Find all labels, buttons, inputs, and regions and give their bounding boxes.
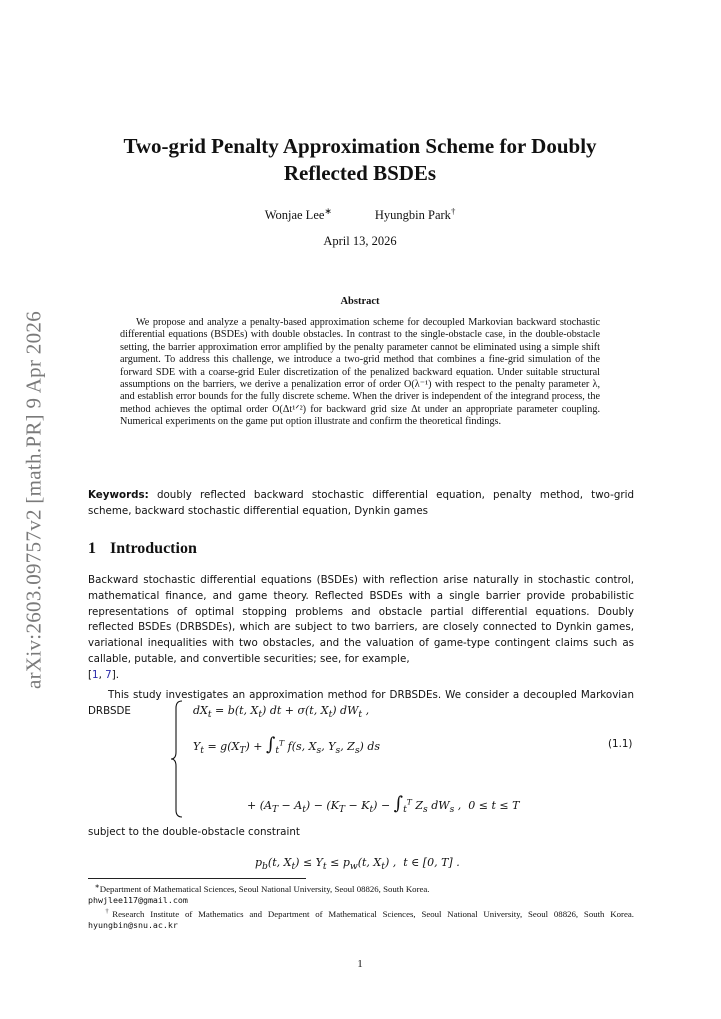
footnote-2-email[interactable]: hyungbin@snu.ac.kr [88, 920, 178, 931]
intro-paragraph-2: This study investigates an approximation method for DRBSDEs. We consider a decoupled Markovian DRBSDE [88, 689, 634, 717]
footnote-2-mark: † [105, 909, 113, 915]
equation-line-1: $dX_t = b(t$, $X_t$) dt + σ(t, $X_t$) $dW_t$ , [193, 704, 370, 721]
footnote-1-email[interactable]: phwjlee117@gmail.com [88, 895, 188, 906]
equation-line-2: $Y_t = g(X_T) + \int_t^T$ f(s, $X_s$, $Y_s$, $Z_s$) ds [193, 734, 381, 757]
abstract-heading: Abstract [340, 296, 380, 307]
author-2 [375, 208, 455, 222]
abstract-text: We propose and analyze a penalty-based approximation scheme for decoupled Markovian backward stochastic differential equations (BSDEs) with double obstacles. In contrast to the single-obstacle case, in the double-obstacle setting, the barrier approximation error amplified by the penalty parameter cannot be eliminated using a simple shift argument. To address this challenge, we introduce a two-grid method that combines a fine-grid simulation of the forward SDE with a coarse-grid Euler discretization of the penalized backward equation. Under suitable structural assumptions on the barriers, we derive a penalization error of order O(λ⁻¹) with respect to the penalty parameter λ, and establish error bounds for the fully discrete scheme. When the driver is independent of the integrand process, the method achieves the optimal order O(Δt¹ᐟ²) for backward grid size Δt under an appropriate parameter coupling. Numerical experiments on the game put option illustrate and confirm the theoretical findings. [120, 317, 600, 428]
author-2-name: Hyungbin Park [374, 208, 451, 223]
intro-paragraph-1: Backward stochastic differential equations (BSDEs) with reflection arise naturally in stochastic control, mathematical finance, and game theory. Reflected BSDEs with a single barrier provide probabilistic representations of optimal stopping problems and obstacle partial differential equations. Doubly reflected BSDEs (DRBSDEs), which are subject to two barriers, are closely connected to Dynkin games, variational inequalities with two obstacles, and the valuation of game-type contingent claims such as callable, putable, and convertible securities; see, for example, [1, 7]. [88, 574, 634, 681]
equation-brace [170, 700, 184, 818]
footnote-rule [88, 878, 306, 879]
footnote-1-text: Department of Mathematical Sciences, Seoul National University, Seoul 08826, South Korea. [99, 883, 430, 894]
footnote-1 [88, 882, 634, 907]
paper-title [60, 133, 660, 187]
keywords-label: Keywords: [88, 489, 149, 501]
citation-link[interactable]: 7 [105, 668, 112, 681]
intro-p1-text: Backward stochastic differential equations (BSDEs) with reflection arise naturally in stochastic control, mathematical finance, and game theory. Reflected BSDEs with a single barrier provide probabilistic representations of optimal stopping problems and obstacle partial differential equations. Doubly reflected BSDEs (DRBSDEs), which are subject to two barriers, are closely connected to Dynkin games, variational inequalities with two obstacles, and the valuation of game-type contingent claims such as callable, putable, and convertible securities; see, for example, [88, 574, 634, 665]
section-heading [88, 540, 197, 558]
footnote-2 [88, 907, 634, 932]
author-1-name: Wonjae Lee [264, 208, 325, 223]
constraint-equation: $p_b(t$, $X_t) \le Y_t \le p_w(t$, $X_t$) , t ∈ [0, T] . [255, 856, 460, 873]
citation-link[interactable]: 1 [92, 668, 99, 681]
equation-line-3: + $(A_T - A_t) - (K_T - K_t) - \int_t^T$ $Z_s$ $dW_s$ , 0 ≤ t ≤ T [247, 793, 520, 816]
section-title: Introduction [110, 540, 197, 557]
keywords-text: doubly reflected backward stochastic differential equation, penalty method, two-grid scheme, backward stochastic differential equation, Dynkin games [88, 489, 634, 517]
keywords [88, 487, 634, 519]
author-list [60, 206, 660, 223]
author-2-mark: † [450, 206, 456, 216]
author-1-mark: ∗ [324, 206, 332, 216]
paper-date: April 13, 2026 [323, 234, 397, 248]
page-number: 1 [357, 958, 363, 970]
arxiv-sidebar [8, 300, 60, 700]
author-1 [265, 208, 332, 222]
subject-text: subject to the double-obstacle constraint [88, 826, 300, 838]
title-line-2: Reflected BSDEs [283, 161, 437, 185]
equation-number: (1.1) [608, 738, 633, 750]
title-line-1: Two-grid Penalty Approximation Scheme for Doubly [123, 134, 597, 158]
footnote-1-mark: ∗ [94, 884, 100, 890]
section-number: 1 [88, 540, 96, 557]
footnote-2-text: Research Institute of Mathematics and Department of Mathematical Sciences, Seoul National University, Seoul 08826, South Korea. [112, 908, 634, 919]
arxiv-id: arXiv:2603.09757v2 [math.PR] 9 Apr 2026 [21, 310, 46, 690]
